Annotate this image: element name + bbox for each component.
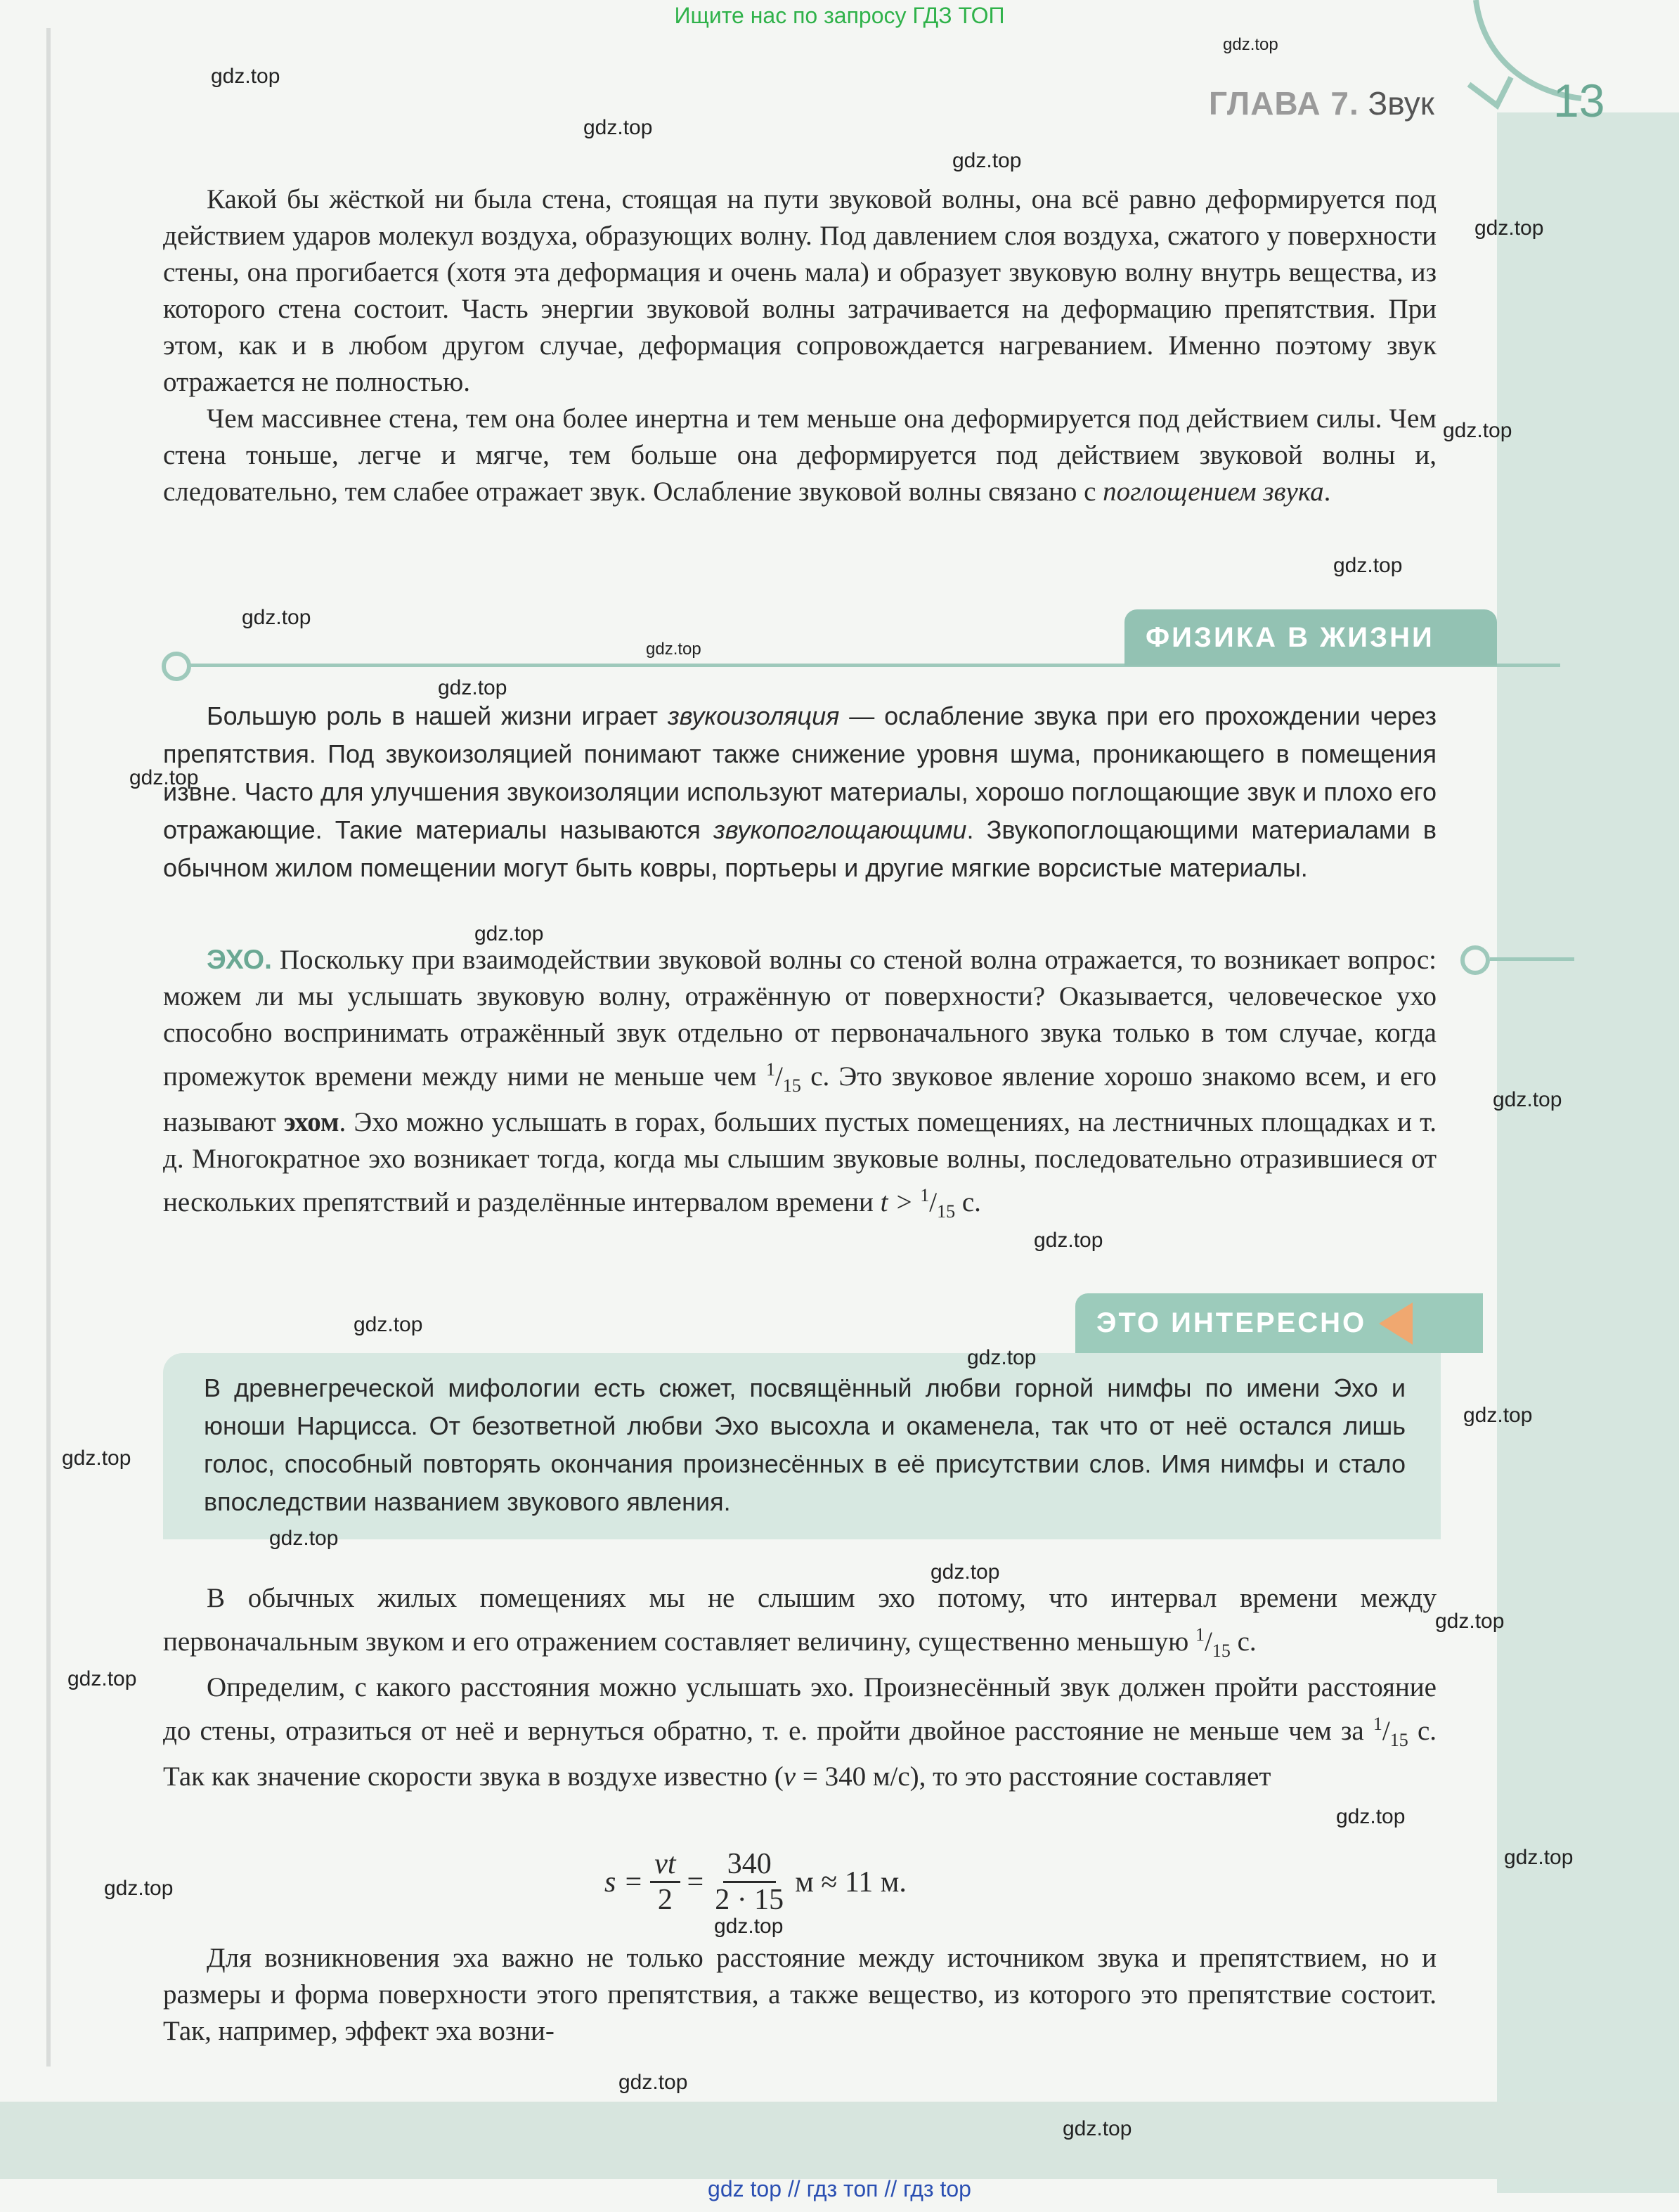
watermark: gdz.top (1435, 1610, 1505, 1633)
fraction-den: 2 · 15 (715, 1884, 784, 1916)
triangle-icon (1379, 1302, 1413, 1345)
margin-band (1497, 112, 1679, 2193)
fraction-numeric (711, 1847, 788, 1917)
text: . Эхо можно услышать в горах, больших пустых помещениях, на лестничных площадках и т. д. Многократное эхо возникает тогда, когда мы слышим звуковые волны, последовательно отразившиеся от нескольких препятствий и разделённые интервалом времени (163, 1106, 1437, 1217)
fraction-num: 1 (1373, 1713, 1382, 1734)
top-banner[interactable]: Ищите нас по запросу ГДЗ ТОП (674, 3, 1005, 28)
text: . Звукопоглощающими материалами в обычном жилом помещении могут быть ковры, портьеры и другие мягкие ворсистые материалы. (163, 815, 1437, 882)
watermark: gdz.top (1333, 554, 1403, 577)
text: Большую роль в нашей жизни играет (207, 701, 659, 730)
page-edge (46, 28, 51, 2067)
text-block-echo (163, 942, 1437, 1230)
text: с. (1237, 1626, 1257, 1657)
watermark: gdz.top (1336, 1805, 1406, 1828)
rule-dot (1460, 945, 1490, 975)
watermark: gdz.top (967, 1346, 1037, 1369)
page-number: 13 (1553, 75, 1605, 127)
watermark: gdz.top (67, 1667, 137, 1690)
watermark: gdz.top (1443, 419, 1512, 442)
tab-label: ЭТО ИНТЕРЕСНО (1096, 1307, 1367, 1338)
watermark: gdz.top (646, 640, 701, 659)
paragraph: Какой бы жёсткой ни была стена, стоящая на пути звуковой волны, она всё равно деформируется под действием ударов молекул воздуха, образующих волну. Под давлением слоя воздуха, сжатого у поверхности стены, она прогибается (хотя эта деформация и очень мала) и образует звуковую волну внутрь вещества, из которого стена состоит. Часть энергии звуковой волны затрачивается на деформацию препятствия. При этом, как и в любом другом случае, деформация сопровождается нагреванием. Именно поэтому звук отражается не полностью. (163, 184, 1437, 397)
fraction-num: vt (650, 1847, 680, 1883)
watermark: gdz.top (1504, 1846, 1574, 1869)
paragraph (163, 1669, 1437, 1795)
tab-eto-interesno (1075, 1293, 1483, 1353)
paragraph: Для возникновения эха важно не только расстояние между источником звука и препятствием, но и размеры и форма поверхности этого препятствия, а также вещество, из которого это препятствие состоит. Так, например, эффект эха возни- (163, 1943, 1437, 2046)
fraction-num: 1 (766, 1059, 776, 1080)
text-block-fiz (163, 697, 1437, 887)
watermark: gdz.top (1493, 1088, 1562, 1111)
var-v: v (783, 1761, 796, 1792)
term: звукопоглощающими (713, 815, 967, 844)
text-block-4 (163, 1940, 1437, 2050)
text: Чем массивнее стена, тем она более инертна и тем меньше она деформируется под действием силы. Чем стена тоньше, легче и мягче, тем больше она деформируется под действием звуковой волны и, следовательно, тем слабее отражает звук. Ослабление звуковой волны связано с (163, 403, 1437, 507)
watermark: gdz.top (931, 1560, 1000, 1584)
formula-result: м ≈ 11 м. (795, 1865, 907, 1899)
watermark: gdz.top (129, 766, 199, 789)
term: эхом (283, 1106, 339, 1137)
text: . (1323, 477, 1331, 507)
watermark: gdz.top (618, 2071, 688, 2094)
watermark: gdz.top (438, 676, 507, 699)
fraction-sep: / (929, 1186, 938, 1217)
watermark: gdz.top (952, 149, 1022, 172)
paragraph (163, 1580, 1437, 1669)
fraction-sep: / (1204, 1626, 1212, 1657)
fraction-den: 15 (937, 1201, 956, 1222)
watermark: gdz.top (269, 1527, 339, 1550)
text: с. Это звуковое явление хорошо знакомо всем, и его называют (163, 1061, 1437, 1137)
term: звукоизоляция (668, 701, 840, 730)
fraction-den: 15 (1389, 1729, 1408, 1750)
watermark: gdz.top (714, 1915, 784, 1938)
text: = 340 м/с), то это расстояние составляет (802, 1761, 1271, 1792)
watermark: gdz.top (1223, 35, 1278, 54)
section-rule (1490, 957, 1574, 961)
fraction-sep: / (775, 1061, 783, 1092)
echo-heading: ЭХО. (207, 945, 272, 975)
watermark: gdz.top (1063, 2117, 1132, 2140)
formula-inline: t > (880, 1186, 914, 1217)
text: В обычных жилых помещениях мы не слышим эхо потому, что интервал времени между первоначальным звуком и его отражением составляет величину, существенно меньшую (163, 1583, 1437, 1657)
formula-lhs: s = (604, 1865, 644, 1899)
chapter-title: Звук (1368, 85, 1434, 122)
watermark: gdz.top (474, 922, 544, 945)
fraction-den: 15 (1212, 1640, 1231, 1661)
rule-dot (162, 652, 191, 681)
interesting-text: В древнегреческой мифологии есть сюжет, посвящённый любви горной нимфы по имени Эхо и юноши Нарцисса. От безответной любви Эхо высохла и окаменела, так что от неё остался лишь голос, способный повторять окончания произнесённых в её присутствии слов. Имя нимфы и стало впоследствии названием звукового явления. (204, 1373, 1406, 1516)
fraction-den: 15 (782, 1075, 801, 1096)
watermark: gdz.top (1463, 1404, 1533, 1427)
chapter-number: ГЛАВА 7. (1209, 85, 1359, 122)
fraction-num: 1 (920, 1184, 930, 1205)
paragraph (163, 697, 1437, 887)
text: с. Так как значение скорости звука в воздухе известно ( (163, 1715, 1437, 1792)
fraction-den: 2 (657, 1884, 673, 1916)
watermark: gdz.top (354, 1313, 423, 1336)
text: Поскольку при взаимодействии звуковой волны со стеной волна отражается, то возникает вопрос: можем ли мы услышать звуковую волну, отражённую от поверхности? Оказывается, человеческое ухо способно воспринимать отражённый звук отдельно от первоначального звука только в том случае, когда промежуток времени между ними не меньше чем (163, 945, 1437, 1092)
watermark: gdz.top (1474, 216, 1544, 240)
fraction-num: 1 (1195, 1624, 1205, 1645)
text-block-1 (163, 181, 1437, 510)
watermark: gdz.top (1034, 1229, 1103, 1252)
watermark: gdz.top (211, 65, 280, 88)
distance-formula (604, 1847, 907, 1917)
bottom-band (0, 2102, 1679, 2179)
watermark: gdz.top (104, 1877, 174, 1900)
text: с. (961, 1186, 981, 1217)
watermark: gdz.top (583, 116, 653, 139)
equals: = (687, 1865, 704, 1899)
text: Определим, с какого расстояния можно услышать эхо. Произнесённый звук должен пройти расстояние до стены, отразиться от неё и вернуться обратно, т. е. пройти двойное расстояние не меньше чем за (163, 1671, 1437, 1746)
watermark: gdz.top (242, 606, 311, 629)
fraction-num: 340 (723, 1847, 776, 1883)
bottom-banner[interactable]: gdz top // гдз топ // гдз top (708, 2176, 971, 2201)
fraction-sep: / (1382, 1715, 1390, 1746)
text-block-3 (163, 1580, 1437, 1795)
tab-fizika-v-zhizni: ФИЗИКА В ЖИЗНИ (1124, 609, 1497, 666)
term: поглощением звука (1103, 477, 1324, 507)
chapter-header (1209, 84, 1434, 122)
watermark: gdz.top (62, 1447, 131, 1470)
paragraph (163, 942, 1437, 1230)
fraction-vt (650, 1847, 680, 1917)
paragraph (163, 401, 1437, 510)
text: — ослабление звука при его прохождении через препятствия. Под звукоизоляцией понимают также снижение уровня шума, проникающего в помещения извне. Часто для улучшения звукоизоляции используют материалы, хорошо поглощающие звук и плохо его отражающие. Такие материалы называются (163, 701, 1437, 844)
